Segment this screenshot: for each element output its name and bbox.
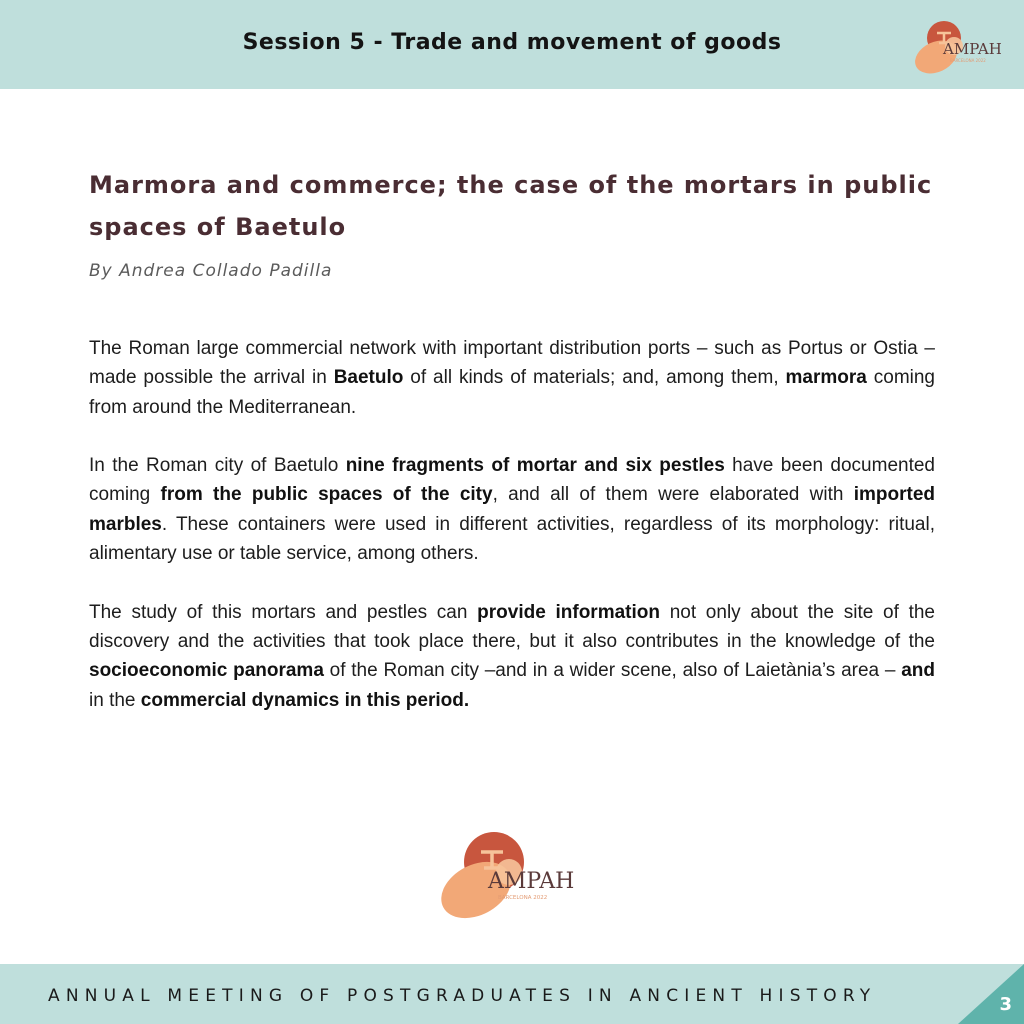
text-run: in the <box>89 689 141 711</box>
page-number: 3 <box>999 994 1012 1015</box>
bold-run: socioeconomic panorama <box>89 660 324 682</box>
bold-run: from the public spaces of the city <box>160 484 493 506</box>
center-logo-text: AMPAH <box>488 869 575 894</box>
paragraph-2 <box>89 451 935 568</box>
page-corner-icon <box>958 964 1024 1024</box>
text-run: coming from around the Mediterranean. <box>89 367 935 418</box>
article-title-line-2: spaces of Baetulo <box>89 213 347 241</box>
session-title: Session 5 - Trade and movement of goods <box>242 30 782 55</box>
text-run: of all kinds of materials; and, among them, <box>403 367 786 389</box>
text-run: not only about the site of the discovery and the activities that took place there, but it also contributes in the knowledge of the <box>89 601 935 652</box>
header-band <box>0 0 1024 89</box>
footer-band <box>0 964 1024 1024</box>
article-body <box>89 334 935 744</box>
text-run: have been documented coming <box>89 455 935 506</box>
bold-run: nine fragments of mortar and six pestles <box>345 455 725 477</box>
text-run: In the Roman city of Baetulo <box>89 455 346 477</box>
text-run: The Roman large commercial network with important distribution ports – such as Portus or Ostia – made possible the arrival in <box>89 338 935 389</box>
bold-run: provide information <box>477 601 660 623</box>
text-run: , and all of them were elaborated with <box>492 484 854 506</box>
header-logo-subtext: BARCELONA 2022 <box>950 58 986 63</box>
text-run: The study of this mortars and pestles can <box>89 601 478 623</box>
bold-run: Baetulo <box>333 367 404 389</box>
center-logo-subtext: BARCELONA 2022 <box>498 895 548 901</box>
ampah-logo-icon <box>910 18 1010 76</box>
bold-run: and <box>901 660 935 682</box>
text-run: of the Roman city –and in a wider scene, also of Laietània’s area – <box>323 660 902 682</box>
text-run: . These containers were used in different activities, regardless of its morphology: ritual, alimentary use or table service, among others. <box>89 513 935 565</box>
article-title <box>89 164 939 248</box>
paragraph-3 <box>89 598 935 715</box>
header-logo-text: AMPAH <box>943 40 1002 58</box>
bold-run: imported marbles <box>89 484 935 535</box>
bold-run: marmora <box>785 367 867 389</box>
ampah-center-logo-icon <box>432 828 592 920</box>
paragraph-1 <box>89 334 935 422</box>
article-title-line-1: Marmora and commerce; the case of the mortars in public <box>89 171 933 199</box>
conference-name: ANNUAL MEETING OF POSTGRADUATES IN ANCIENT HISTORY <box>48 986 877 1006</box>
author-byline: By Andrea Collado Padilla <box>89 261 333 281</box>
bold-run: commercial dynamics in this period. <box>140 689 470 711</box>
